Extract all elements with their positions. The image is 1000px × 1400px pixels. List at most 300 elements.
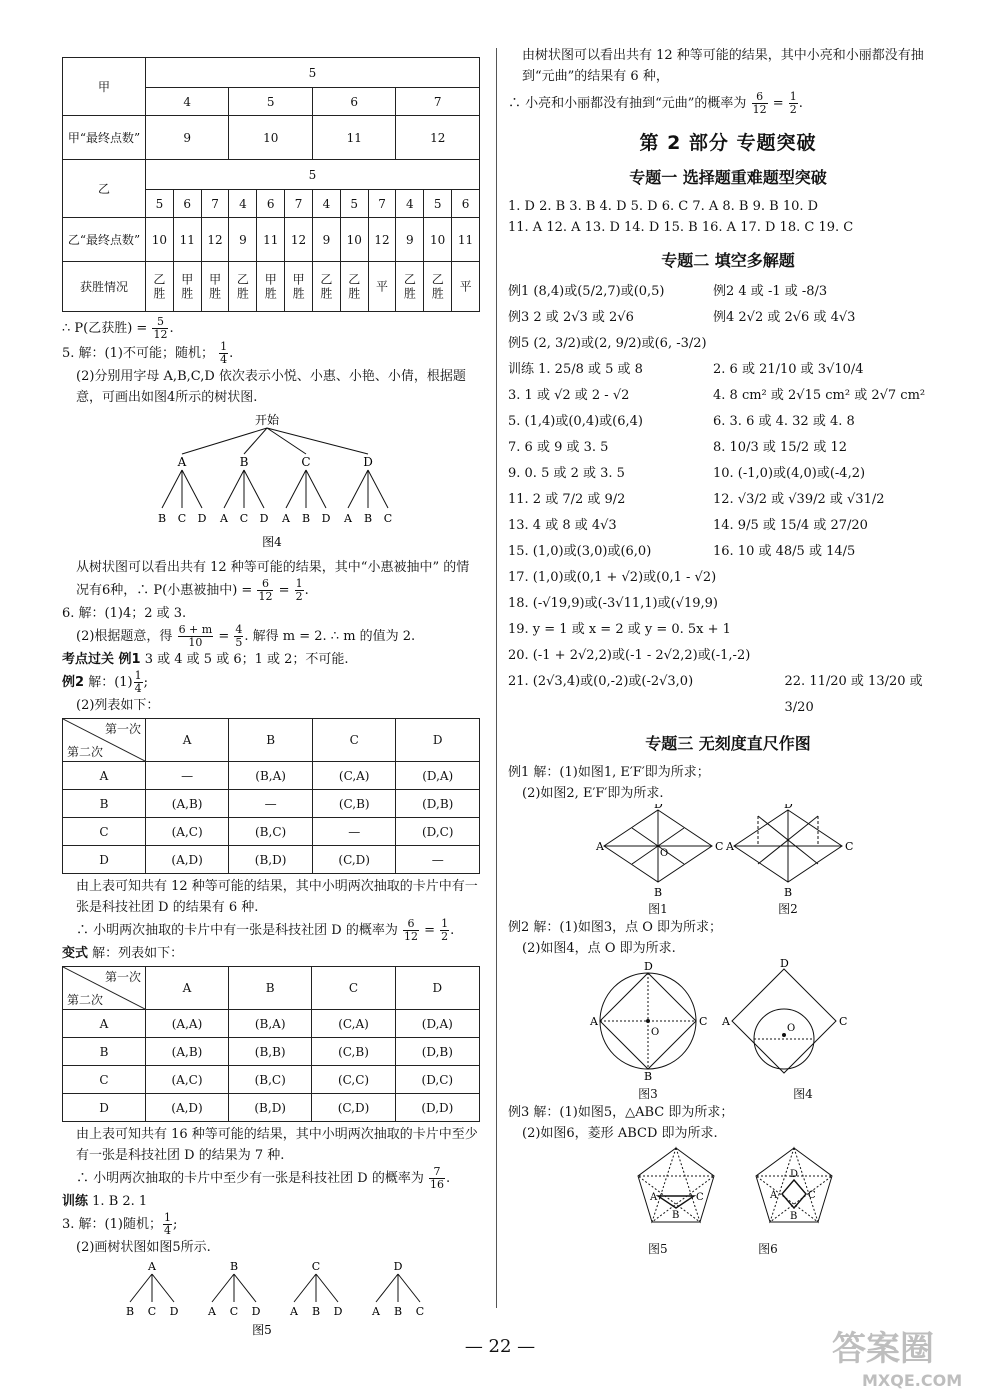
text: 例1 解：(1)如图1, E′F′即为所求；	[508, 765, 710, 780]
fraction: $\frac{7}{16}$	[429, 1165, 444, 1191]
cell: (A,D)	[146, 846, 229, 874]
cell: (B,D)	[229, 1094, 312, 1122]
cell: (C,A)	[312, 1010, 395, 1038]
figure-2	[725, 804, 853, 899]
tree-node: B	[229, 1260, 239, 1273]
tree-branch	[224, 470, 244, 508]
cell: 甲胜	[173, 262, 201, 312]
cell: 5	[146, 58, 480, 88]
line: 从树状图可以看出共有 12 种等可能的结果，其中“小惠被抽中” 的情况有6种，∴ P(小惠被抽中) = $\frac{6}{12}$ = $\frac{1}{2}$ .	[76, 560, 470, 603]
exercise-answer: 6. 3. 6 或 4. 32 或 4. 8	[713, 414, 855, 429]
fraction: $\frac{6 + m}{10}$	[178, 623, 213, 649]
svg-text:B: B	[654, 886, 663, 899]
exercise-answer: 19. y = 1 或 x = 2 或 y = 0. 5x + 1	[508, 622, 731, 637]
section-heading: 第 2 部分 专题突破	[639, 132, 817, 154]
table-row	[63, 762, 480, 790]
rhombus-figures	[508, 804, 948, 902]
column-header: C	[312, 967, 395, 1010]
pentagon-figures	[508, 1144, 948, 1236]
cell: D	[63, 846, 146, 874]
table-corner: 第一次 第二次	[63, 967, 146, 1010]
tree-branch	[182, 428, 267, 454]
cell: 12	[368, 218, 396, 262]
tree-node: A	[177, 455, 187, 469]
row-header-yi-final: 乙“最终点数”	[63, 218, 146, 262]
text: (2)根据题意，得	[76, 629, 173, 644]
text: ∴ 小亮和小丽都没有抽到“元曲”的概率为	[508, 96, 747, 111]
tree-branch	[212, 1274, 234, 1302]
example-answer: 例3 2 或 2√3 或 2√6	[508, 310, 634, 325]
tree-branch	[244, 470, 264, 508]
figure-1	[595, 804, 723, 899]
line: 3. 解：(1)随机； $\frac{1}{4}$ ;	[62, 1211, 178, 1237]
cell: 4	[229, 190, 257, 218]
figure-caption: 图4	[262, 535, 282, 549]
figure-caption: 图5	[252, 1323, 272, 1337]
svg-text:O: O	[660, 848, 669, 859]
tree-branch	[368, 470, 388, 508]
tree-leaf: D	[169, 1305, 179, 1318]
cell: 7	[396, 88, 480, 116]
answers-line: 1. D 2. B 3. B 4. D 5. D 6. C 7. A 8. B 9. B 10. D	[508, 199, 819, 214]
tree-leaf: D	[251, 1305, 261, 1318]
svg-text:B: B	[790, 1211, 798, 1222]
cell: 4	[312, 190, 340, 218]
line: ∴ P(乙获胜) = $\frac{5}{12}$ .	[62, 315, 174, 341]
draw-table-2	[62, 966, 480, 1122]
tree-diagram-5	[62, 1258, 482, 1338]
tree-leaf: C	[383, 512, 393, 525]
svg-text:A: A	[726, 840, 734, 853]
figure-caption: 图5	[648, 1242, 668, 1256]
fraction: $\frac{6}{12}$	[752, 90, 767, 116]
cell: 11	[452, 218, 480, 262]
cell: (C,B)	[312, 790, 396, 818]
points-table	[62, 57, 480, 312]
exercise-answer: 9. 0. 5 或 2 或 3. 5	[508, 466, 625, 481]
fraction: $\frac{1}{2}$	[295, 577, 303, 603]
cell: 平	[368, 262, 396, 312]
line: ∴ 小亮和小丽都没有抽到“元曲”的概率为 $\frac{6}{12}$ = $\frac{1}{2}$ .	[508, 90, 803, 116]
figure-caption: 图1	[648, 902, 668, 916]
cell: 6	[452, 190, 480, 218]
tree-diagram-4	[62, 408, 482, 553]
svg-text:C: C	[696, 1192, 704, 1203]
tree-leaf: D	[321, 512, 331, 525]
fraction: $\frac{1}{2}$	[441, 917, 449, 943]
text: ∴ 小明两次抽取的卡片中有一张是科技社团 D 的概率为	[76, 923, 398, 938]
exercise-answer: 14. 9/5 或 15/4 或 27/20	[713, 518, 868, 533]
cell: 乙胜	[340, 262, 368, 312]
tree-branch	[348, 470, 368, 508]
tree-branch	[130, 1274, 152, 1302]
tree-branch	[152, 1274, 174, 1302]
text: 从树状图可以看出共有 12 种等可能的结果，其中“小惠被抽中” 的情况有6种，∴ P(小惠被抽中) =	[76, 560, 470, 598]
cell: —	[229, 790, 313, 818]
cell: 甲胜	[285, 262, 313, 312]
line	[62, 649, 482, 670]
exercise-answer: 20. (-1 + 2√2,2)或(-1 - 2√2,2)或(-1,-2)	[508, 648, 751, 663]
page-number: — 22 —	[464, 1336, 536, 1357]
exercise-answer: 4. 8 cm² 或 2√15 cm² 或 2√7 cm²	[713, 388, 926, 403]
example-answer: 例4 2√2 或 2√6 或 4√3	[713, 310, 856, 325]
cell: 5	[424, 190, 452, 218]
draw-table-1	[62, 718, 480, 874]
row-header-win: 获胜情况	[63, 262, 146, 312]
tree-leaf: B	[311, 1305, 321, 1318]
cell: 10	[340, 218, 368, 262]
cell: (D,D)	[395, 1094, 479, 1122]
right-column	[508, 45, 948, 1257]
svg-text:O: O	[651, 1027, 660, 1038]
svg-text:A: A	[722, 1015, 730, 1028]
svg-text:答案圈: 答案圈	[832, 1329, 934, 1369]
exercise-answer: 训练 1. 25/8 或 5 或 8	[508, 362, 643, 377]
exercise-answer: 2. 6 或 21/10 或 3√10/4	[713, 362, 864, 377]
tree-branch	[306, 470, 326, 508]
column-header: A	[146, 719, 229, 762]
tree-node: D	[393, 1260, 403, 1273]
exercise-answer: 5. (1,4)或(0,4)或(6,4)	[508, 414, 643, 429]
figure-caption: 图6	[758, 1242, 778, 1256]
cell: B	[63, 1038, 146, 1066]
tree-branch	[376, 1274, 398, 1302]
svg-text:MXQE.COM: MXQE.COM	[862, 1371, 963, 1390]
table-corner: 第一次 第二次	[63, 719, 146, 762]
exercise-answer: 13. 4 或 8 或 4√3	[508, 518, 617, 533]
tree-branch	[182, 470, 202, 508]
cell: (C,A)	[312, 762, 396, 790]
tree-leaf: A	[282, 512, 290, 525]
text: 6. 解：(1)4；2 或 3.	[62, 606, 187, 621]
left-column	[62, 45, 482, 1342]
fraction: $\frac{1}{4}$	[220, 340, 228, 366]
label: 考点过关 例1	[62, 652, 141, 667]
figure-3	[589, 960, 707, 1081]
table-row	[63, 818, 480, 846]
label: 训练	[62, 1194, 89, 1209]
cell: (A,D)	[146, 1094, 229, 1122]
cell: 5	[146, 190, 174, 218]
text: (2)分别用字母 A,B,C,D 依次表示小悦、小惠、小艳、小倩，根据题意，可画出如图4所示的树状图.	[76, 369, 466, 405]
cell: (D,A)	[396, 762, 480, 790]
column-divider	[496, 48, 497, 1308]
watermark-logo	[822, 1322, 992, 1392]
tree-node: C	[311, 1260, 321, 1273]
text: 由上表可知共有 12 种等可能的结果，其中小明两次抽取的卡片中有一张是科技社团 D 的结果有 6 种.	[76, 879, 478, 915]
figure-caption: 图2	[778, 902, 798, 916]
tree-leaf: A	[208, 1305, 216, 1318]
text: 5. 解：(1)不可能；随机；	[62, 346, 214, 361]
cell: 5	[146, 160, 480, 190]
column-header: D	[396, 719, 480, 762]
cell: (C,D)	[312, 846, 396, 874]
cell: 12	[396, 116, 480, 160]
cell: 6	[173, 190, 201, 218]
cell: (B,D)	[229, 846, 313, 874]
text: (2)列表如下：	[76, 698, 160, 713]
cell: (C,D)	[312, 1094, 395, 1122]
cell: 10	[424, 218, 452, 262]
line: 例2 解：(1) $\frac{1}{4}$ ;	[62, 669, 148, 695]
text: . 解得 m = 2. ∴ m 的值为 2.	[244, 629, 416, 644]
line: (2)根据题意，得 $\frac{6 + m}{10}$ = $\frac{4}{5}$ . 解得 m = 2. ∴ m 的值为 2.	[76, 623, 416, 649]
svg-text:A: A	[770, 1190, 778, 1201]
svg-text:A: A	[590, 1015, 598, 1028]
cell: (B,A)	[229, 1010, 312, 1038]
cell: 6	[257, 190, 285, 218]
cell: 12	[201, 218, 229, 262]
exercise-answer: 15. (1,0)或(3,0)或(6,0)	[508, 544, 652, 559]
table-row	[63, 1066, 480, 1094]
cell: (C,B)	[312, 1038, 395, 1066]
tree-leaf: C	[229, 1305, 239, 1318]
tree-leaf: C	[177, 512, 187, 525]
answers-line: 11. A 12. A 13. D 14. D 15. B 16. A 17. D 18. C 19. C	[508, 220, 854, 235]
svg-text:C: C	[839, 1015, 848, 1028]
tree-branch	[162, 470, 182, 508]
column-header: B	[229, 719, 313, 762]
exercise-answer: 12. √3/2 或 √39/2 或 √31/2	[713, 492, 885, 507]
column-header: B	[229, 967, 312, 1010]
cell: (B,B)	[229, 1038, 312, 1066]
label: 变式	[62, 946, 89, 961]
label: 例2	[62, 675, 85, 690]
tree-node: D	[363, 455, 373, 469]
table-row	[63, 1010, 480, 1038]
tree-root: 开始	[254, 413, 280, 427]
tree-branch	[294, 1274, 316, 1302]
text: 3 或 4 或 5 或 6；1 或 2；不可能.	[144, 652, 349, 667]
cell: A	[63, 762, 146, 790]
tree-leaf: A	[290, 1305, 298, 1318]
exercise-answer: 10. (-1,0)或(4,0)或(-4,2)	[713, 466, 866, 481]
text: (2)如图6，菱形 ABCD 即为所求.	[522, 1126, 718, 1141]
cell: 9	[229, 218, 257, 262]
cell: (C,C)	[312, 1066, 395, 1094]
cell: (A,B)	[146, 790, 229, 818]
tree-node: A	[148, 1260, 156, 1273]
tree-leaf: B	[157, 512, 167, 525]
svg-text:D: D	[644, 960, 653, 973]
tree-leaf: D	[259, 512, 269, 525]
exercise-answer: 8. 10/3 或 15/2 或 12	[713, 440, 847, 455]
exercise-answer: 22. 11/20 或 13/20 或 3/20	[784, 674, 923, 715]
column-header: D	[395, 967, 479, 1010]
cell: (D,C)	[395, 1066, 479, 1094]
tree-leaf: B	[301, 512, 311, 525]
cell: 甲胜	[201, 262, 229, 312]
cell: 7	[368, 190, 396, 218]
tree-leaf: B	[363, 512, 373, 525]
example-answer: 例5 (2, 3/2)或(2, 9/2)或(6, -3/2)	[508, 336, 707, 351]
tree-leaf: D	[197, 512, 207, 525]
cell: (D,B)	[396, 790, 480, 818]
tree-leaf: A	[344, 512, 352, 525]
cell: 乙胜	[424, 262, 452, 312]
fraction: $\frac{6}{12}$	[258, 577, 273, 603]
cell: C	[63, 1066, 146, 1094]
tree-node: C	[301, 455, 311, 469]
cell: C	[63, 818, 146, 846]
exercise-answer: 17. (1,0)或(0,1 + √2)或(0,1 - √2)	[508, 570, 717, 585]
svg-text:O: O	[787, 1023, 796, 1034]
cell: 4	[396, 190, 424, 218]
cell: 7	[201, 190, 229, 218]
topic-heading-3: 专题三 无刻度直尺作图	[645, 734, 811, 753]
cell: D	[63, 1094, 146, 1122]
cell: (B,C)	[229, 818, 313, 846]
text: 3. 解：(1)随机；	[62, 1217, 162, 1232]
tree-leaf: A	[372, 1305, 380, 1318]
cell: (A,A)	[146, 1010, 229, 1038]
row-header-jia-final: 甲“最终点数”	[63, 116, 146, 160]
line: 5. 解：(1)不可能；随机； $\frac{1}{4}$ .	[62, 340, 234, 366]
cell: 5	[340, 190, 368, 218]
cell: 10	[229, 116, 312, 160]
cell: 乙胜	[229, 262, 257, 312]
exercise-answer: 7. 6 或 9 或 3. 5	[508, 440, 609, 455]
line	[62, 943, 482, 964]
cell: B	[63, 790, 146, 818]
cell: —	[146, 762, 229, 790]
figure-6	[756, 1148, 832, 1222]
text: 解：(1)	[88, 675, 133, 690]
cell: 11	[312, 116, 395, 160]
figure-4	[721, 959, 847, 1073]
tree-branch	[398, 1274, 420, 1302]
svg-text:B: B	[784, 886, 793, 899]
figure-caption: 图4	[793, 1087, 813, 1101]
row-header-yi: 乙	[63, 160, 146, 218]
exercise-answer: 21. (2√3,4)或(0,-2)或(-2√3,0)	[508, 674, 694, 689]
column-header: C	[312, 719, 396, 762]
text: 例3 解：(1)如图5，△ABC 即为所求；	[508, 1105, 734, 1120]
text: (2)画树状图如图5所示.	[76, 1240, 211, 1255]
fraction: $\frac{4}{5}$	[235, 623, 243, 649]
cell: 乙胜	[396, 262, 424, 312]
cell: 4	[146, 88, 229, 116]
column-header: A	[146, 967, 229, 1010]
table-row	[63, 1038, 480, 1066]
cell: A	[63, 1010, 146, 1038]
circle-figures	[508, 959, 948, 1081]
topic-heading-1: 专题一 选择题重难题型突破	[629, 168, 827, 187]
figure-caption: 图3	[638, 1087, 658, 1101]
text: ∴ P(乙获胜) =	[62, 321, 148, 336]
svg-text:B: B	[644, 1070, 653, 1081]
exercise-answer: 18. (-√19,9)或(-3√11,1)或(√19,9)	[508, 596, 718, 611]
tree-leaf: B	[125, 1305, 135, 1318]
tree-branch	[286, 470, 306, 508]
tree-leaf: B	[393, 1305, 403, 1318]
svg-text:D: D	[784, 804, 793, 811]
text: 由上表可知共有 16 种等可能的结果，其中小明两次抽取的卡片中至少有一张是科技社团 D 的结果为 7 种.	[76, 1127, 478, 1163]
example-answer: 例2 4 或 -1 或 -8/3	[713, 284, 828, 299]
tree-leaf: A	[220, 512, 228, 525]
exercise-answer: 16. 10 或 48/5 或 14/5	[713, 544, 856, 559]
text: ∴ 小明两次抽取的卡片中至少有一张是科技社团 D 的概率为	[76, 1171, 424, 1186]
example-answer: 例1 (8,4)或(5/2,7)或(0,5)	[508, 284, 665, 299]
tree-branch	[316, 1274, 338, 1302]
cell: 10	[146, 218, 174, 262]
topic-heading-2: 专题二 填空多解题	[661, 251, 795, 270]
cell: 11	[257, 218, 285, 262]
table-row	[63, 846, 480, 874]
svg-text:B: B	[672, 1210, 680, 1221]
tree-leaf: C	[415, 1305, 425, 1318]
cell: (A,B)	[146, 1038, 229, 1066]
svg-text:C: C	[715, 840, 724, 853]
tree-branch	[234, 1274, 256, 1302]
line: ∴ 小明两次抽取的卡片中至少有一张是科技社团 D 的概率为 $\frac{7}{16}$ .	[76, 1165, 451, 1191]
cell: (A,C)	[146, 818, 229, 846]
tree-leaf: D	[333, 1305, 343, 1318]
cell: 12	[285, 218, 313, 262]
fraction: $\frac{6}{12}$	[403, 917, 418, 943]
exercise-answer: 3. 1 或 √2 或 2 - √2	[508, 388, 630, 403]
table-row	[63, 790, 480, 818]
cell: (D,B)	[395, 1038, 479, 1066]
svg-text:D: D	[790, 1169, 799, 1180]
fraction: $\frac{1}{4}$	[134, 669, 142, 695]
text: 1. B 2. 1	[92, 1194, 148, 1209]
cell: (B,C)	[229, 1066, 312, 1094]
exercise-answer: 11. 2 或 7/2 或 9/2	[508, 492, 626, 507]
svg-text:C: C	[845, 840, 854, 853]
cell: (B,A)	[229, 762, 313, 790]
cell: 6	[312, 88, 395, 116]
table-row	[63, 1094, 480, 1122]
svg-text:C: C	[699, 1015, 708, 1028]
cell: (D,C)	[396, 818, 480, 846]
figure-5	[638, 1148, 714, 1222]
cell: 乙胜	[146, 262, 174, 312]
cell: 9	[146, 116, 229, 160]
cell: 5	[229, 88, 312, 116]
svg-text:A: A	[650, 1192, 658, 1203]
tree-branch	[267, 428, 306, 454]
line: ∴ 小明两次抽取的卡片中有一张是科技社团 D 的概率为 $\frac{6}{12}$ = $\frac{1}{2}$ .	[76, 917, 455, 943]
tree-leaf: C	[239, 512, 249, 525]
svg-text:A: A	[596, 840, 604, 853]
cell: (D,A)	[395, 1010, 479, 1038]
fraction: $\frac{5}{12}$	[153, 315, 168, 341]
cell: —	[396, 846, 480, 874]
svg-text:D: D	[780, 959, 789, 970]
svg-text:C: C	[808, 1190, 816, 1201]
row-header-jia: 甲	[63, 58, 146, 116]
svg-text:D: D	[654, 804, 663, 811]
text: (2)如图4，点 O 即为所求.	[522, 941, 676, 956]
fraction: $\frac{1}{4}$	[163, 1211, 171, 1237]
tree-branch	[267, 428, 368, 454]
text: 由树状图可以看出共有 12 种等可能的结果，其中小亮和小丽都没有抽到“元曲”的结果有 6 种，	[522, 48, 924, 84]
tree-node: B	[239, 455, 249, 469]
cell: 11	[173, 218, 201, 262]
tree-leaf: C	[147, 1305, 157, 1318]
line	[62, 1191, 482, 1212]
text: 解：列表如下：	[92, 946, 184, 961]
fraction: $\frac{1}{2}$	[789, 90, 797, 116]
cell: (A,C)	[146, 1066, 229, 1094]
cell: 9	[312, 218, 340, 262]
cell: 乙胜	[312, 262, 340, 312]
cell: 9	[396, 218, 424, 262]
cell: 甲胜	[257, 262, 285, 312]
cell: —	[312, 818, 396, 846]
cell: 平	[452, 262, 480, 312]
